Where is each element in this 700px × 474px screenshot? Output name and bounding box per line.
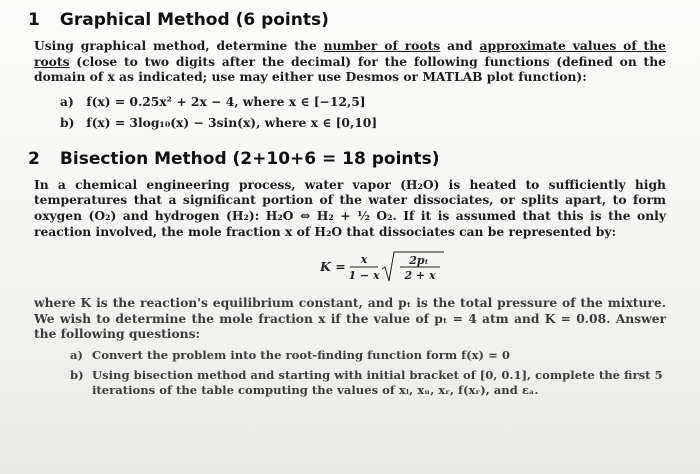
intro-text-3: (close to two digits after the decimal) for the following functions (defined on the domain of x as indicated; use may either use Desmos or MATLAB plot function): [34,53,666,85]
item-text: Convert the problem into the root-finding function form f(x) = 0 [92,347,510,362]
formula-frac2-num: 2pₜ [409,254,429,268]
section-2-paragraph-2: where K is the reaction's equilibrium constant, and pₜ is the total pressure of the mixture. We wish to determine the mole fraction x if the value of pₜ = 4 atm and K = 0.08. Answer the following questions: [34,295,666,342]
section-1-intro [34,38,666,85]
item-label: a) [70,347,83,362]
intro-text-1: Using graphical method, determine the [34,38,324,53]
section-2-heading [28,149,666,169]
section-2-list [70,348,666,398]
list-item [70,348,666,363]
section-2-title: Bisection Method (2+10+6 = 18 points) [59,148,440,169]
section-2-number: 2 [28,148,40,169]
formula-frac1-den: 1 − x [348,269,380,283]
section-1-list [60,91,666,133]
intro-underlined-1: number of roots [323,38,441,53]
equilibrium-formula [124,249,666,285]
list-item [60,91,666,112]
list-item [60,112,666,133]
item-label: b) [70,367,84,382]
item-text: Using bisection method and starting with initial bracket of [0, 0.1], complete the first 5 iterations of the table computing the values of xₗ, xᵤ, xᵣ, f(xᵣ), and εₐ. [92,367,663,397]
intro-underlined-2: approximate values of the roots [34,38,666,69]
section-1-title: Graphical Method (6 points) [59,10,329,30]
item-label: a) [60,93,74,109]
formula-graphic [320,249,470,285]
item-text: f(x) = 0.25x² + 2x − 4, where x ∈ [−12,5] [86,93,366,109]
section-1-number: 1 [28,10,40,30]
list-item [70,368,666,398]
section-1-heading [28,10,666,30]
item-text: f(x) = 3log₁₀(x) − 3sin(x), where x ∈ [0,10] [86,114,378,130]
formula-lhs: K = [320,259,346,275]
formula-frac1-num: x [360,253,368,267]
intro-text-2: and [440,38,480,53]
formula-frac2-den: 2 + x [404,269,436,283]
section-2-paragraph-1: In a chemical engineering process, water vapor (H₂O) is heated to sufficiently high temperatures that a significant portion of the water dissociates, or splits apart, to form oxygen (O₂) and hydrogen (H₂): H₂O ⇔ H₂ + ½ O₂. If it is assumed that this is the only reaction involved, the mole fraction x of H₂O that dissociates can be represented by: [34,176,666,239]
item-label: b) [60,114,75,130]
